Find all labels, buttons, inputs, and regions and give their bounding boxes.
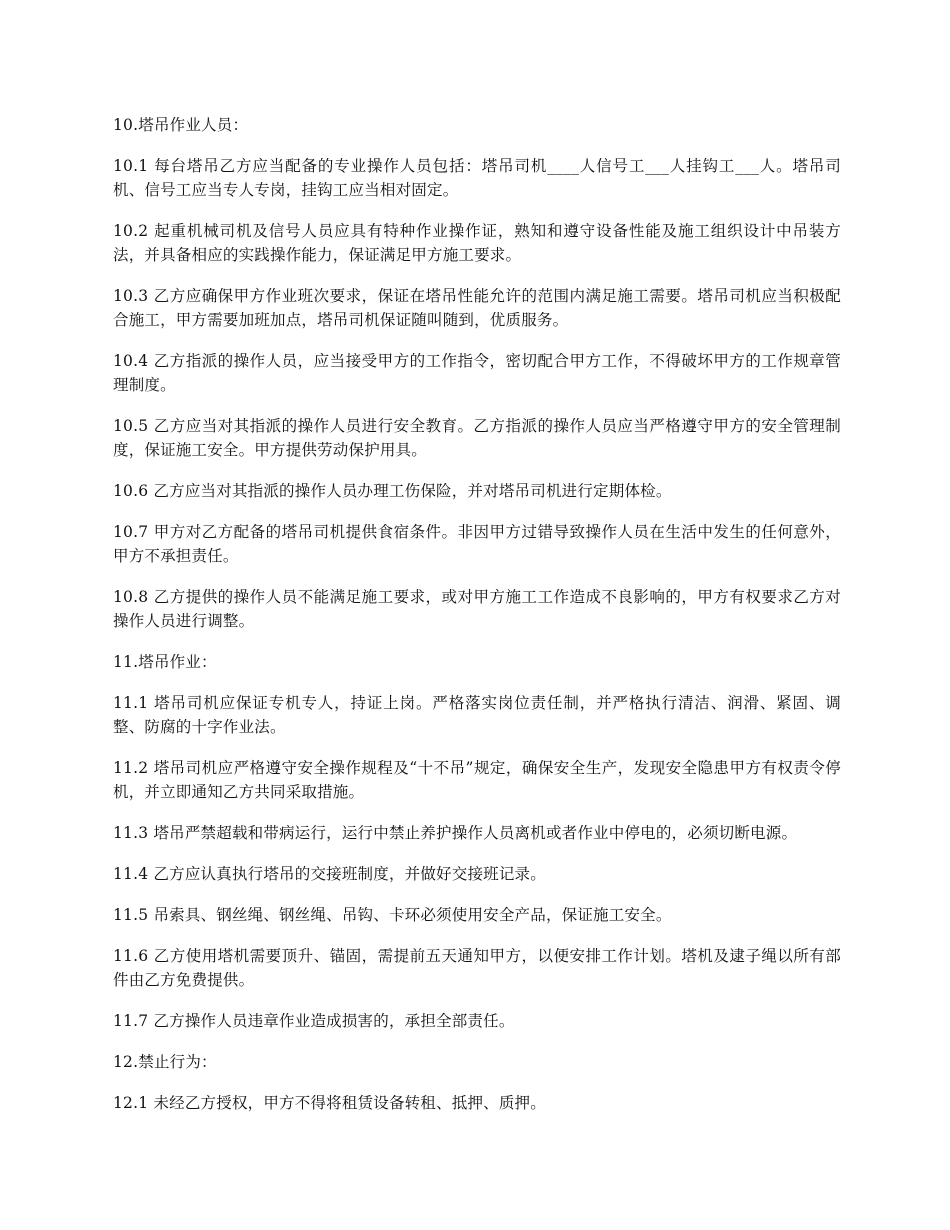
clause-10-1: 10.1 每台塔吊乙方应当配备的专业操作人员包括：塔吊司机____人信号工___人挂钩工___人。塔吊司机、信号工应当专人专岗，挂钩工应当相对固定。 [113,157,841,199]
clause-11-2: 11.2 塔吊司机应严格遵守安全操作规程及“十不吊”规定，确保安全生产，发现安全隐患甲方有权责令停机，并立即通知乙方共同采取措施。 [113,759,841,801]
clause-10-7: 10.7 甲方对乙方配备的塔吊司机提供食宿条件。非因甲方过错导致操作人员在生活中发生的任何意外，甲方不承担责任。 [113,523,841,565]
clause-11-1: 11.1 塔吊司机应保证专机专人，持证上岗。严格落实岗位责任制，并严格执行清洁、润滑、紧固、调整、防腐的十字作业法。 [113,694,841,736]
clause-10-5: 10.5 乙方应当对其指派的操作人员进行安全教育。乙方指派的操作人员应当严格遵守甲方的安全管理制度，保证施工安全。甲方提供劳动保护用具。 [113,417,841,459]
clause-10-6: 10.6 乙方应当对其指派的操作人员办理工伤保险，并对塔吊司机进行定期体检。 [113,482,672,500]
clause-11-4: 11.4 乙方应认真执行塔吊的交接班制度，并做好交接班记录。 [113,865,546,883]
clause-10-4: 10.4 乙方指派的操作人员，应当接受甲方的工作指令，密切配合甲方工作，不得破坏甲方的工作规章管理制度。 [113,352,841,394]
clause-10-2: 10.2 起重机械司机及信号人员应具有特种作业操作证，熟知和遵守设备性能及施工组织设计中吊装方法，并具备相应的实践操作能力，保证满足甲方施工要求。 [113,222,841,264]
section-heading-12: 12.禁止行为： [113,1053,217,1071]
clause-11-5: 11.5 吊索具、钢丝绳、钢丝绳、吊钩、卡环必须使用安全产品，保证施工安全。 [113,906,672,924]
clause-10-8: 10.8 乙方提供的操作人员不能满足施工要求，或对甲方施工工作造成不良影响的，甲方有权要求乙方对操作人员进行调整。 [113,588,841,630]
clause-12-1: 12.1 未经乙方授权，甲方不得将租赁设备转租、抵押、质押。 [113,1094,546,1112]
section-heading-10: 10.塔吊作业人员： [113,116,249,134]
document-body [113,113,841,1132]
clause-10-3: 10.3 乙方应确保甲方作业班次要求，保证在塔吊性能允许的范围内满足施工需要。塔吊司机应当积极配合施工，甲方需要加班加点，塔吊司机保证随叫随到，优质服务。 [113,287,841,329]
clause-11-6: 11.6 乙方使用塔机需要顶升、锚固，需提前五天通知甲方，以便安排工作计划。塔机及逮子绳以所有部件由乙方免费提供。 [113,947,841,989]
clause-11-3: 11.3 塔吊严禁超载和带病运行，运行中禁止养护操作人员离机或者作业中停电的，必须切断电源。 [113,824,798,842]
clause-11-7: 11.7 乙方操作人员违章作业造成损害的，承担全部责任。 [113,1012,515,1030]
section-heading-11: 11.塔吊作业： [113,653,217,671]
